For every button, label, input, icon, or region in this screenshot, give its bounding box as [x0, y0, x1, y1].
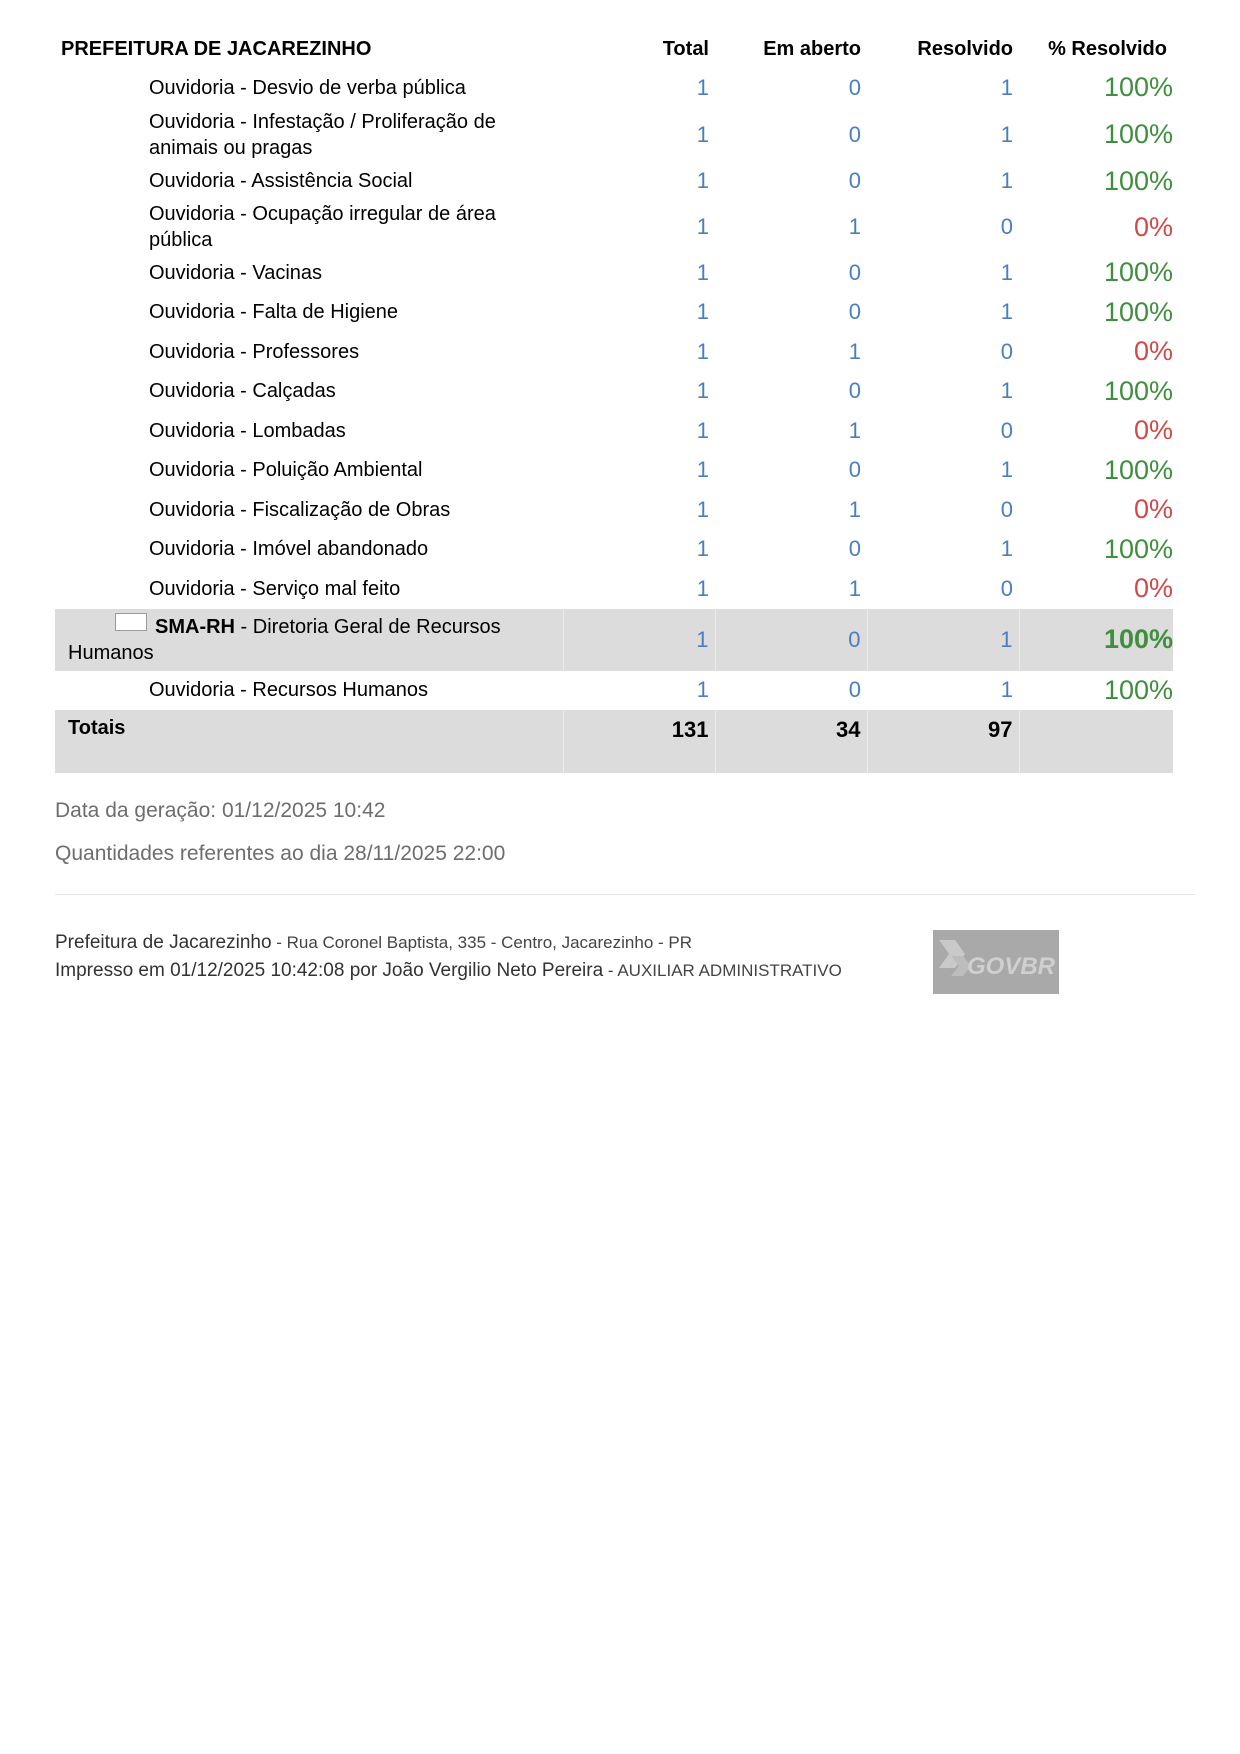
row-category-name: Ouvidoria - Recursos Humanos	[149, 679, 428, 702]
group-open: 0	[715, 609, 867, 671]
group-name: - Diretoria Geral de Recursos Humanos	[68, 616, 501, 664]
table-row	[55, 201, 1173, 253]
totals-open: 34	[715, 710, 867, 773]
header-total: Total	[662, 37, 709, 60]
row-total: 1	[696, 299, 709, 325]
group-marker-icon	[115, 613, 147, 631]
page-footer	[55, 929, 842, 985]
row-pct-resolved: 100%	[1103, 674, 1173, 705]
row-resolved: 1	[1000, 259, 1013, 285]
row-total: 1	[696, 457, 709, 483]
row-total: 1	[696, 168, 709, 194]
table-row	[55, 490, 1173, 530]
row-total: 1	[696, 378, 709, 404]
footer-divider	[55, 894, 1195, 895]
footer-printed-line	[55, 957, 842, 985]
row-resolved: 0	[1000, 575, 1013, 601]
row-resolved: 1	[1000, 168, 1013, 194]
row-category-name: Ouvidoria - Serviço mal feito	[149, 577, 401, 600]
row-total: 1	[696, 259, 709, 285]
footer-address-line	[55, 929, 842, 957]
row-category-name: Ouvidoria - Ocupação irregular de área pública	[149, 203, 496, 251]
row-category-name: Ouvidoria - Lombadas	[149, 419, 346, 442]
row-category-name: Ouvidoria - Vacinas	[149, 261, 323, 284]
row-open: 0	[848, 677, 861, 703]
reference-date: Quantidades referentes ao dia 28/11/2025 22:00	[55, 842, 506, 865]
footer-org: Prefeitura de Jacarezinho	[55, 932, 272, 953]
row-category-name: Ouvidoria - Infestação / Proliferação de animais ou pragas	[149, 110, 496, 159]
row-resolved: 1	[1000, 457, 1013, 483]
header-pct-resolved: % Resolvido	[1048, 37, 1167, 60]
row-category-name: Ouvidoria - Falta de Higiene	[149, 301, 399, 324]
row-pct-resolved: 0%	[1133, 573, 1173, 604]
footer-printed: Impresso em 01/12/2025 10:42:08 por João Vergilio Neto Pereira	[55, 960, 604, 981]
row-open: 0	[848, 259, 861, 285]
row-total: 1	[696, 575, 709, 601]
row-pct-resolved: 100%	[1103, 454, 1173, 485]
row-open: 0	[848, 536, 861, 562]
table-row	[55, 108, 1173, 162]
row-resolved: 0	[1000, 338, 1013, 364]
row-pct-resolved: 0%	[1133, 211, 1173, 242]
table-row	[55, 671, 1173, 711]
row-open: 1	[848, 496, 861, 522]
group-resolved: 1	[867, 609, 1019, 671]
row-pct-resolved: 100%	[1103, 119, 1173, 149]
row-pct-resolved: 0%	[1133, 494, 1173, 525]
row-resolved: 0	[1000, 417, 1013, 443]
group-row	[55, 609, 1173, 671]
row-open: 0	[848, 74, 861, 100]
table-row	[55, 451, 1173, 491]
row-pct-resolved: 100%	[1103, 375, 1173, 406]
footer-role: - AUXILIAR ADMINISTRATIVO	[603, 961, 842, 980]
row-pct-resolved: 100%	[1103, 257, 1173, 288]
header-open: Em aberto	[763, 37, 861, 60]
totals-label: Totais	[55, 710, 563, 773]
govbr-logo-icon	[933, 930, 1059, 994]
group-pct-resolved: 100%	[1019, 609, 1173, 671]
table-row	[55, 68, 1173, 108]
row-category-name: Ouvidoria - Professores	[149, 340, 360, 363]
table-row	[55, 569, 1173, 609]
govbr-logo	[933, 930, 1059, 994]
row-pct-resolved: 0%	[1133, 336, 1173, 367]
ouvidoria-report-table	[55, 30, 1173, 773]
row-resolved: 1	[1000, 121, 1013, 147]
row-category-name: Ouvidoria - Assistência Social	[149, 170, 413, 193]
row-total: 1	[696, 338, 709, 364]
row-total: 1	[696, 121, 709, 147]
row-resolved: 1	[1000, 677, 1013, 703]
table-row	[55, 372, 1173, 412]
footer-address: - Rua Coronel Baptista, 335 - Centro, Jacarezinho - PR	[271, 933, 692, 952]
header-resolved: Resolvido	[917, 37, 1013, 60]
row-resolved: 0	[1000, 496, 1013, 522]
row-open: 0	[848, 168, 861, 194]
totals-pct-empty	[1019, 710, 1173, 773]
row-category-name: Ouvidoria - Calçadas	[149, 380, 336, 403]
row-open: 0	[848, 457, 861, 483]
row-open: 0	[848, 378, 861, 404]
row-resolved: 1	[1000, 536, 1013, 562]
totals-row	[55, 710, 1173, 773]
group-name-cell	[55, 609, 563, 671]
row-pct-resolved: 0%	[1133, 415, 1173, 446]
row-category-name: Ouvidoria - Imóvel abandonado	[149, 538, 429, 561]
report-table-container	[55, 30, 1173, 773]
row-pct-resolved: 100%	[1103, 165, 1173, 196]
row-total: 1	[696, 417, 709, 443]
row-open: 0	[848, 299, 861, 325]
row-category-name: Ouvidoria - Poluição Ambiental	[149, 459, 423, 482]
row-pct-resolved: 100%	[1103, 533, 1173, 564]
row-total: 1	[696, 496, 709, 522]
table-row	[55, 332, 1173, 372]
row-category-name: Ouvidoria - Fiscalização de Obras	[149, 498, 451, 521]
row-resolved: 1	[1000, 378, 1013, 404]
group-code: SMA-RH	[155, 616, 235, 638]
row-open: 1	[848, 417, 861, 443]
row-open: 1	[848, 338, 861, 364]
table-row	[55, 253, 1173, 293]
group-total: 1	[563, 609, 715, 671]
row-total: 1	[696, 214, 709, 239]
table-row	[55, 530, 1173, 570]
table-row	[55, 162, 1173, 202]
table-row	[55, 293, 1173, 333]
row-open: 1	[848, 575, 861, 601]
totals-total: 131	[563, 710, 715, 773]
table-row	[55, 411, 1173, 451]
row-resolved: 0	[1000, 214, 1013, 239]
row-total: 1	[696, 536, 709, 562]
row-total: 1	[696, 74, 709, 100]
row-resolved: 1	[1000, 74, 1013, 100]
row-category-name: Ouvidoria - Desvio de verba pública	[149, 76, 466, 99]
logo-text: GOVBR	[967, 953, 1056, 980]
row-open: 1	[848, 214, 861, 239]
row-total: 1	[696, 677, 709, 703]
row-pct-resolved: 100%	[1103, 72, 1173, 103]
header-title: PREFEITURA DE JACAREZINHO	[61, 37, 372, 60]
row-pct-resolved: 100%	[1103, 296, 1173, 327]
generation-date: Data da geração: 01/12/2025 10:42	[55, 799, 386, 822]
row-open: 0	[848, 121, 861, 147]
totals-resolved: 97	[867, 710, 1019, 773]
row-resolved: 1	[1000, 299, 1013, 325]
table-header-row	[55, 30, 1173, 68]
